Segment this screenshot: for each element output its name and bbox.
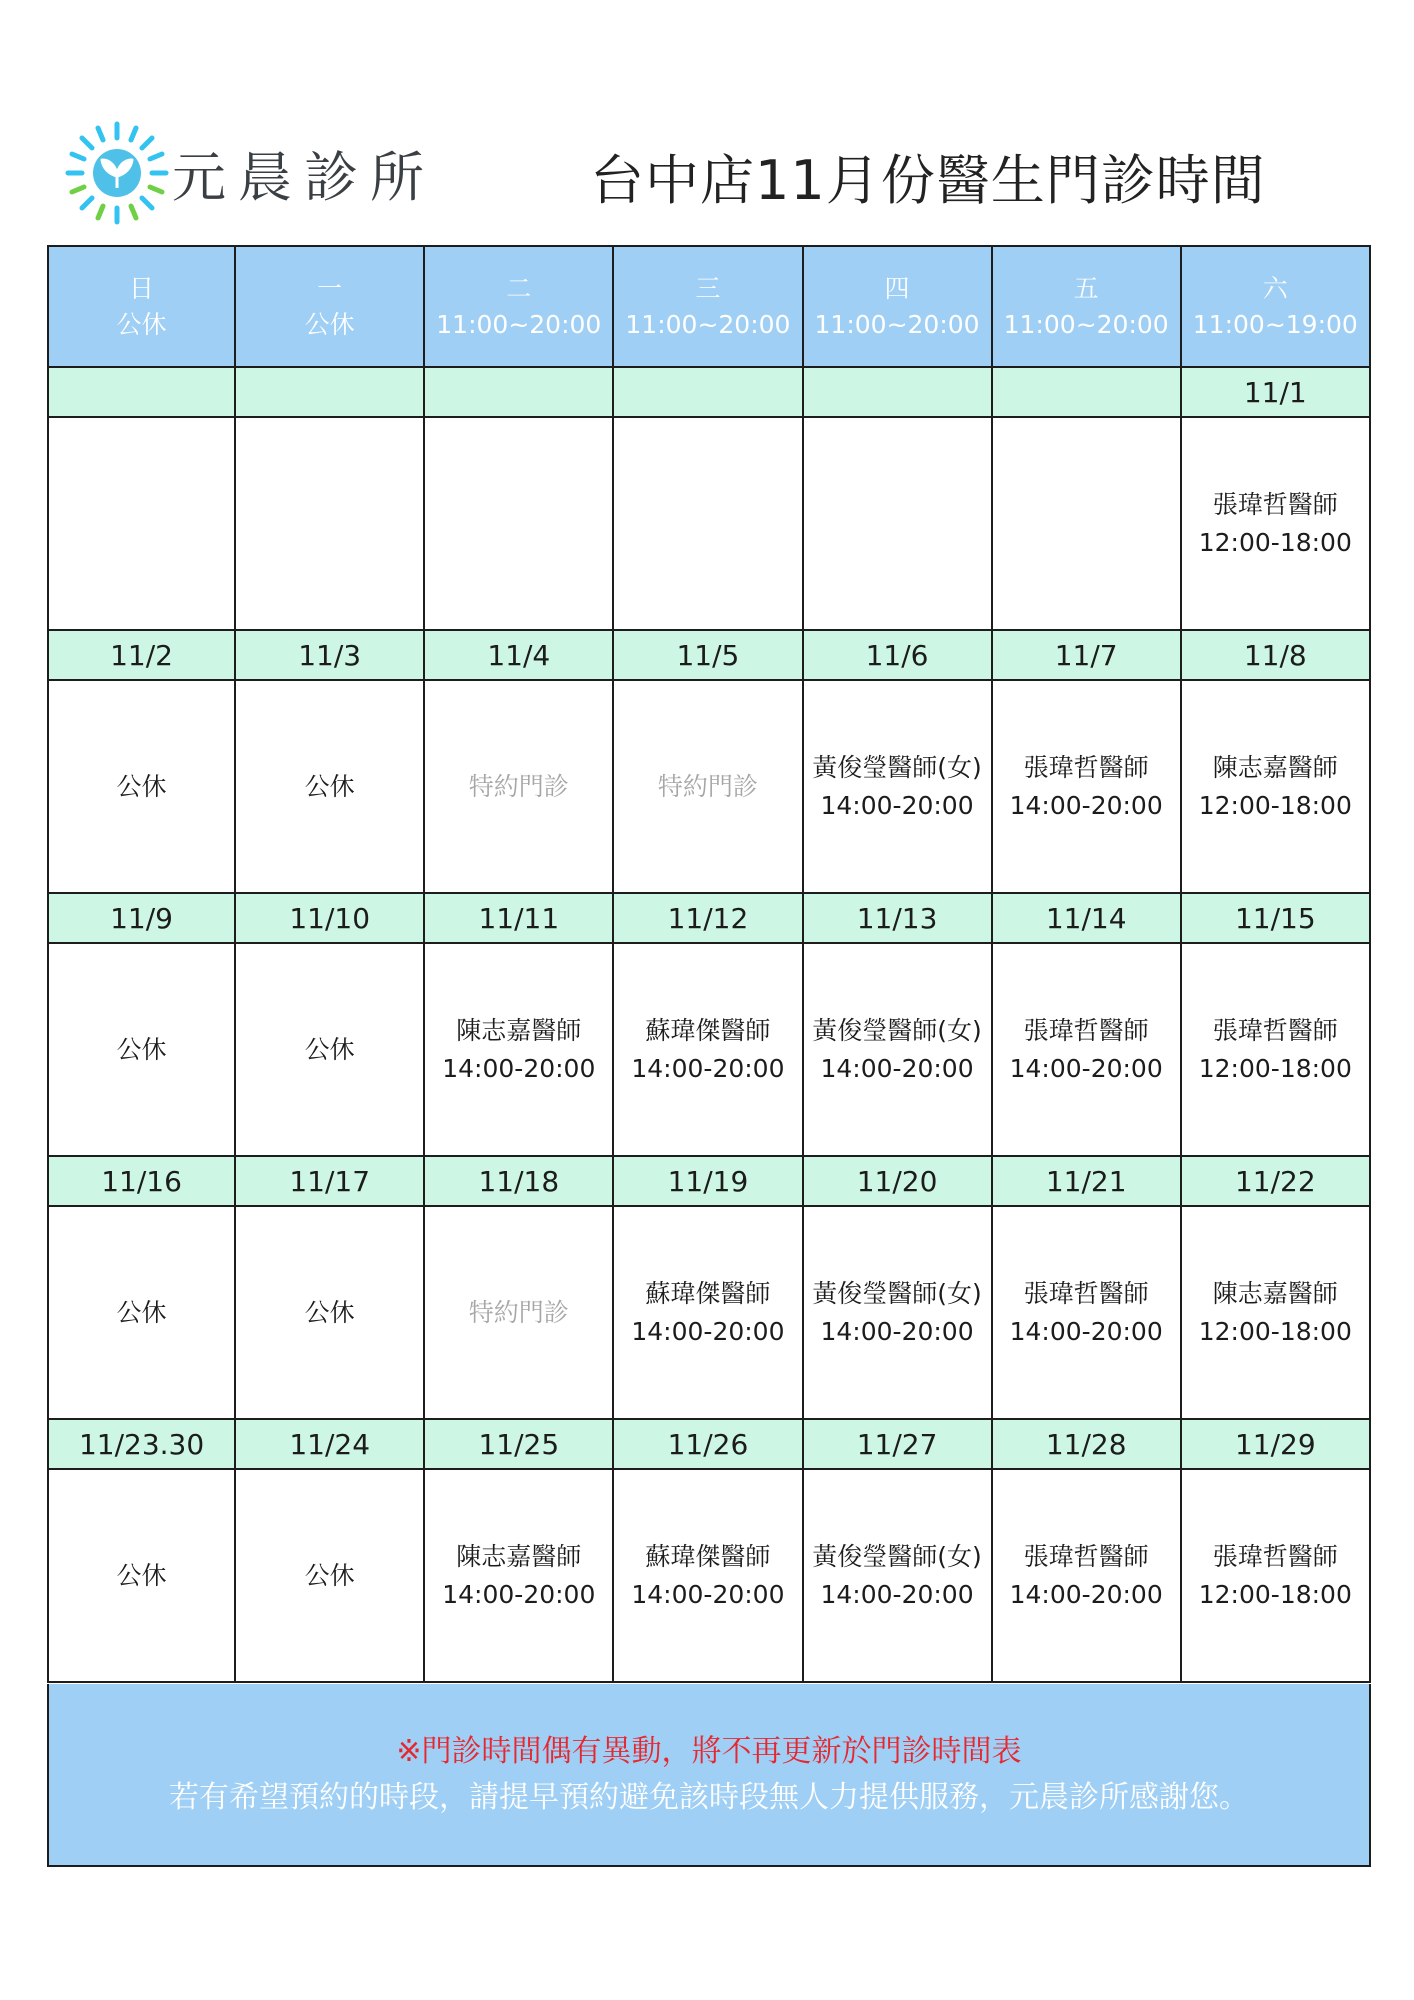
date-cell: 11/4	[425, 631, 614, 681]
clinic-hours: 14:00-20:00	[631, 1579, 785, 1609]
schedule-cell	[993, 1470, 1182, 1683]
date-cell	[993, 368, 1182, 418]
date-cell: 11/6	[804, 631, 993, 681]
weekday-name: 三	[695, 273, 721, 303]
schedule-cell	[804, 1207, 993, 1420]
date-cell	[804, 368, 993, 418]
clinic-hours: 14:00-20:00	[1009, 1316, 1163, 1346]
schedule-cell	[47, 1207, 236, 1420]
date-cell: 11/28	[993, 1420, 1182, 1470]
date-cell: 11/25	[425, 1420, 614, 1470]
weekday-hours: 公休	[304, 309, 355, 339]
clinic-hours: 14:00-20:00	[631, 1316, 785, 1346]
schedule-cell	[47, 681, 236, 894]
date-cell: 11/2	[47, 631, 236, 681]
date-cell: 11/26	[614, 1420, 803, 1470]
clinic-hours: 14:00-20:00	[1009, 790, 1163, 820]
schedule-cell	[804, 1470, 993, 1683]
notice-booking-text: 若有希望預約的時段，請提早預約避免該時段無人力提供服務，元晨診所感謝您。	[169, 1779, 1249, 1815]
date-cell: 11/20	[804, 1157, 993, 1207]
doctor-name: 公休	[304, 1034, 355, 1064]
date-cell: 11/19	[614, 1157, 803, 1207]
doctor-name: 陳志嘉醫師	[456, 1541, 582, 1571]
date-cell: 11/12	[614, 894, 803, 944]
doctor-name: 公休	[116, 1034, 167, 1064]
doctor-row	[47, 1207, 1371, 1420]
weekday-hours: 11:00~20:00	[1003, 309, 1169, 339]
date-cell: 11/18	[425, 1157, 614, 1207]
date-cell: 11/10	[236, 894, 425, 944]
clinic-hours: 12:00-18:00	[1198, 1053, 1352, 1083]
schedule-cell	[614, 1470, 803, 1683]
date-cell: 11/27	[804, 1420, 993, 1470]
clinic-hours: 14:00-20:00	[631, 1053, 785, 1083]
weekday-header-row	[47, 245, 1371, 368]
weekday-header-cell	[425, 245, 614, 368]
schedule-cell	[425, 681, 614, 894]
schedule-cell	[804, 681, 993, 894]
schedule-cell	[1182, 418, 1371, 631]
doctor-name: 陳志嘉醫師	[456, 1015, 582, 1045]
date-row	[47, 1157, 1371, 1207]
notice-warning-text: ※門診時間偶有異動，將不再更新於門診時間表	[396, 1733, 1022, 1769]
weekday-header-cell	[804, 245, 993, 368]
doctor-name: 特約門診	[468, 1297, 569, 1327]
clinic-hours: 14:00-20:00	[820, 790, 974, 820]
date-cell: 11/1	[1182, 368, 1371, 418]
doctor-name: 公休	[304, 1560, 355, 1590]
schedule-cell	[236, 418, 425, 631]
date-cell: 11/23.30	[47, 1420, 236, 1470]
date-cell	[425, 368, 614, 418]
date-cell	[236, 368, 425, 418]
schedule-cell	[236, 681, 425, 894]
doctor-name: 公休	[116, 771, 167, 801]
doctor-name: 陳志嘉醫師	[1212, 1278, 1338, 1308]
weeks-container	[47, 368, 1371, 1683]
date-cell: 11/29	[1182, 1420, 1371, 1470]
clinic-hours: 12:00-18:00	[1198, 1316, 1352, 1346]
weekday-name: 二	[506, 273, 532, 303]
schedule-cell	[1182, 944, 1371, 1157]
date-row	[47, 894, 1371, 944]
schedule-cell	[47, 1470, 236, 1683]
date-cell: 11/24	[236, 1420, 425, 1470]
date-cell: 11/14	[993, 894, 1182, 944]
sun-sprout-logo-icon	[62, 118, 172, 228]
clinic-hours: 14:00-20:00	[1009, 1579, 1163, 1609]
date-cell: 11/17	[236, 1157, 425, 1207]
weekday-name: 六	[1262, 273, 1288, 303]
date-row	[47, 631, 1371, 681]
doctor-name: 蘇瑋傑醫師	[645, 1015, 771, 1045]
doctor-row	[47, 681, 1371, 894]
date-row	[47, 1420, 1371, 1470]
schedule-cell	[614, 944, 803, 1157]
doctor-name: 張瑋哲醫師	[1023, 1541, 1149, 1571]
schedule-cell	[236, 1207, 425, 1420]
clinic-hours: 14:00-20:00	[820, 1579, 974, 1609]
clinic-hours: 12:00-18:00	[1198, 1579, 1352, 1609]
date-row	[47, 368, 1371, 418]
schedule-cell	[236, 1470, 425, 1683]
schedule-cell	[47, 944, 236, 1157]
doctor-name: 黃俊瑩醫師(女)	[812, 1015, 982, 1045]
schedule-cell	[425, 1470, 614, 1683]
clinic-hours: 14:00-20:00	[442, 1053, 596, 1083]
weekday-header-cell	[236, 245, 425, 368]
clinic-hours: 14:00-20:00	[442, 1579, 596, 1609]
schedule-cell	[614, 418, 803, 631]
weekday-hours: 11:00~20:00	[814, 309, 980, 339]
notice-footer	[47, 1684, 1371, 1867]
doctor-name: 特約門診	[657, 771, 758, 801]
doctor-name: 蘇瑋傑醫師	[645, 1541, 771, 1571]
clinic-hours: 14:00-20:00	[1009, 1053, 1163, 1083]
doctor-name: 張瑋哲醫師	[1023, 752, 1149, 782]
schedule-cell	[804, 418, 993, 631]
schedule-cell	[1182, 681, 1371, 894]
doctor-name: 公休	[304, 1297, 355, 1327]
doctor-name: 公休	[116, 1297, 167, 1327]
clinic-hours: 12:00-18:00	[1198, 790, 1352, 820]
schedule-cell	[993, 1207, 1182, 1420]
doctor-name: 公休	[304, 771, 355, 801]
doctor-name: 黃俊瑩醫師(女)	[812, 1278, 982, 1308]
date-cell: 11/22	[1182, 1157, 1371, 1207]
page-header	[0, 0, 1414, 240]
clinic-hours: 14:00-20:00	[820, 1053, 974, 1083]
weekday-header-cell	[1182, 245, 1371, 368]
doctor-row	[47, 1470, 1371, 1683]
date-cell: 11/8	[1182, 631, 1371, 681]
date-cell: 11/13	[804, 894, 993, 944]
weekday-name: 日	[129, 273, 155, 303]
page-title: 台中店11月份醫生門診時間	[590, 149, 1266, 212]
schedule-cell	[1182, 1470, 1371, 1683]
schedule-cell	[804, 944, 993, 1157]
date-cell	[614, 368, 803, 418]
schedule-cell	[425, 418, 614, 631]
schedule-cell	[614, 681, 803, 894]
schedule-cell	[993, 681, 1182, 894]
doctor-name: 蘇瑋傑醫師	[645, 1278, 771, 1308]
doctor-row	[47, 418, 1371, 631]
weekday-hours: 11:00~19:00	[1192, 309, 1358, 339]
doctor-name: 黃俊瑩醫師(女)	[812, 752, 982, 782]
doctor-row	[47, 944, 1371, 1157]
schedule-cell	[425, 1207, 614, 1420]
date-cell: 11/11	[425, 894, 614, 944]
weekday-hours: 公休	[116, 309, 167, 339]
doctor-name: 公休	[116, 1560, 167, 1590]
doctor-name: 張瑋哲醫師	[1023, 1278, 1149, 1308]
weekday-hours: 11:00~20:00	[625, 309, 791, 339]
schedule-cell	[993, 418, 1182, 631]
schedule-table	[47, 245, 1371, 1683]
date-cell: 11/3	[236, 631, 425, 681]
doctor-name: 陳志嘉醫師	[1212, 752, 1338, 782]
doctor-name: 張瑋哲醫師	[1212, 489, 1338, 519]
schedule-cell	[1182, 1207, 1371, 1420]
date-cell: 11/9	[47, 894, 236, 944]
schedule-cell	[614, 1207, 803, 1420]
doctor-name: 張瑋哲醫師	[1023, 1015, 1149, 1045]
date-cell: 11/15	[1182, 894, 1371, 944]
date-cell	[47, 368, 236, 418]
schedule-cell	[425, 944, 614, 1157]
weekday-hours: 11:00~20:00	[436, 309, 602, 339]
schedule-cell	[993, 944, 1182, 1157]
doctor-name: 張瑋哲醫師	[1212, 1541, 1338, 1571]
date-cell: 11/5	[614, 631, 803, 681]
doctor-name: 黃俊瑩醫師(女)	[812, 1541, 982, 1571]
weekday-name: 四	[884, 273, 910, 303]
weekday-name: 五	[1073, 273, 1099, 303]
date-cell: 11/16	[47, 1157, 236, 1207]
doctor-name: 特約門診	[468, 771, 569, 801]
weekday-header-cell	[47, 245, 236, 368]
weekday-header-cell	[993, 245, 1182, 368]
schedule-cell	[236, 944, 425, 1157]
weekday-name: 一	[317, 273, 343, 303]
date-cell: 11/7	[993, 631, 1182, 681]
clinic-hours: 14:00-20:00	[820, 1316, 974, 1346]
doctor-name: 張瑋哲醫師	[1212, 1015, 1338, 1045]
clinic-hours: 12:00-18:00	[1198, 527, 1352, 557]
clinic-logo-text: 元晨診所	[172, 146, 436, 209]
schedule-cell	[47, 418, 236, 631]
weekday-header-cell	[614, 245, 803, 368]
date-cell: 11/21	[993, 1157, 1182, 1207]
